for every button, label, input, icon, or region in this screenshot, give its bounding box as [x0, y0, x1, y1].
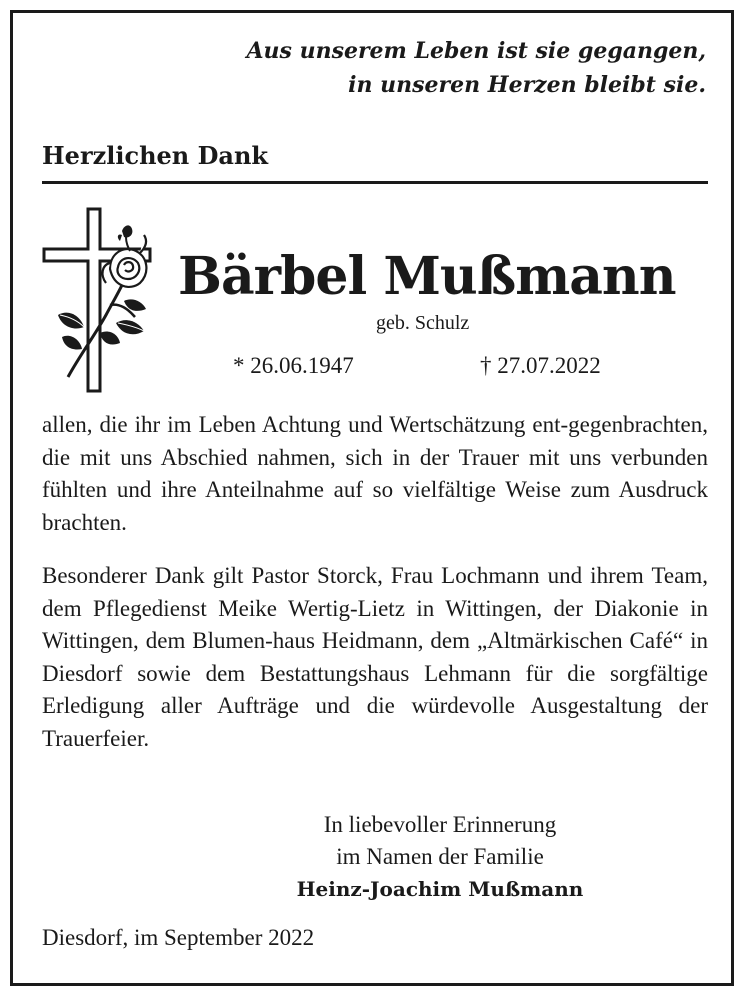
thanks-paragraph-1: allen, die ihr im Leben Achtung und Wertschätzung ent-gegenbrachten, die mit uns Abschied nahmen, sich in der Trauer mit uns verbunden fühlten und ihre Anteilnahme auf so vielfältige Weise zum Ausdruck brachten. [42, 412, 708, 535]
heading: Herzlichen Dank [42, 141, 269, 170]
place-date: Diesdorf, im September 2022 [42, 925, 315, 950]
closing-line-2: im Namen der Familie [336, 844, 544, 869]
birth-date: * 26.06.1947 [233, 353, 354, 378]
heading-rule [42, 181, 708, 184]
motto-line-1: Aus unserem Leben ist sie gegangen, [246, 38, 706, 64]
maiden-name: geb. Schulz [376, 312, 470, 334]
closing-line-1: In liebevoller Erinnerung [323, 812, 557, 837]
motto [246, 34, 706, 102]
motto-line-2: in unseren Herzen bleibt sie. [348, 72, 706, 98]
closing [240, 809, 640, 905]
thanks-paragraph-2: Besonderer Dank gilt Pastor Storck, Frau Lochmann und ihrem Team, dem Pflegedienst Meike Wertig-Lietz in Wittingen, der Diakonie in Wittingen, dem Blumen-haus Heidmann, dem „Altmärkischen Café“ in Diesdorf sowie dem Bestattungshaus Lehmann für die sorgfältige Erledigung aller Aufträge und die würdevolle Ausgestaltung der Trauerfeier. [42, 563, 708, 751]
deceased-name: Bärbel Mußmann [178, 246, 676, 307]
death-date: † 27.07.2022 [480, 353, 601, 378]
cross-with-rose-icon [40, 205, 155, 395]
signature: Heinz-Joachim Mußmann [296, 877, 584, 901]
